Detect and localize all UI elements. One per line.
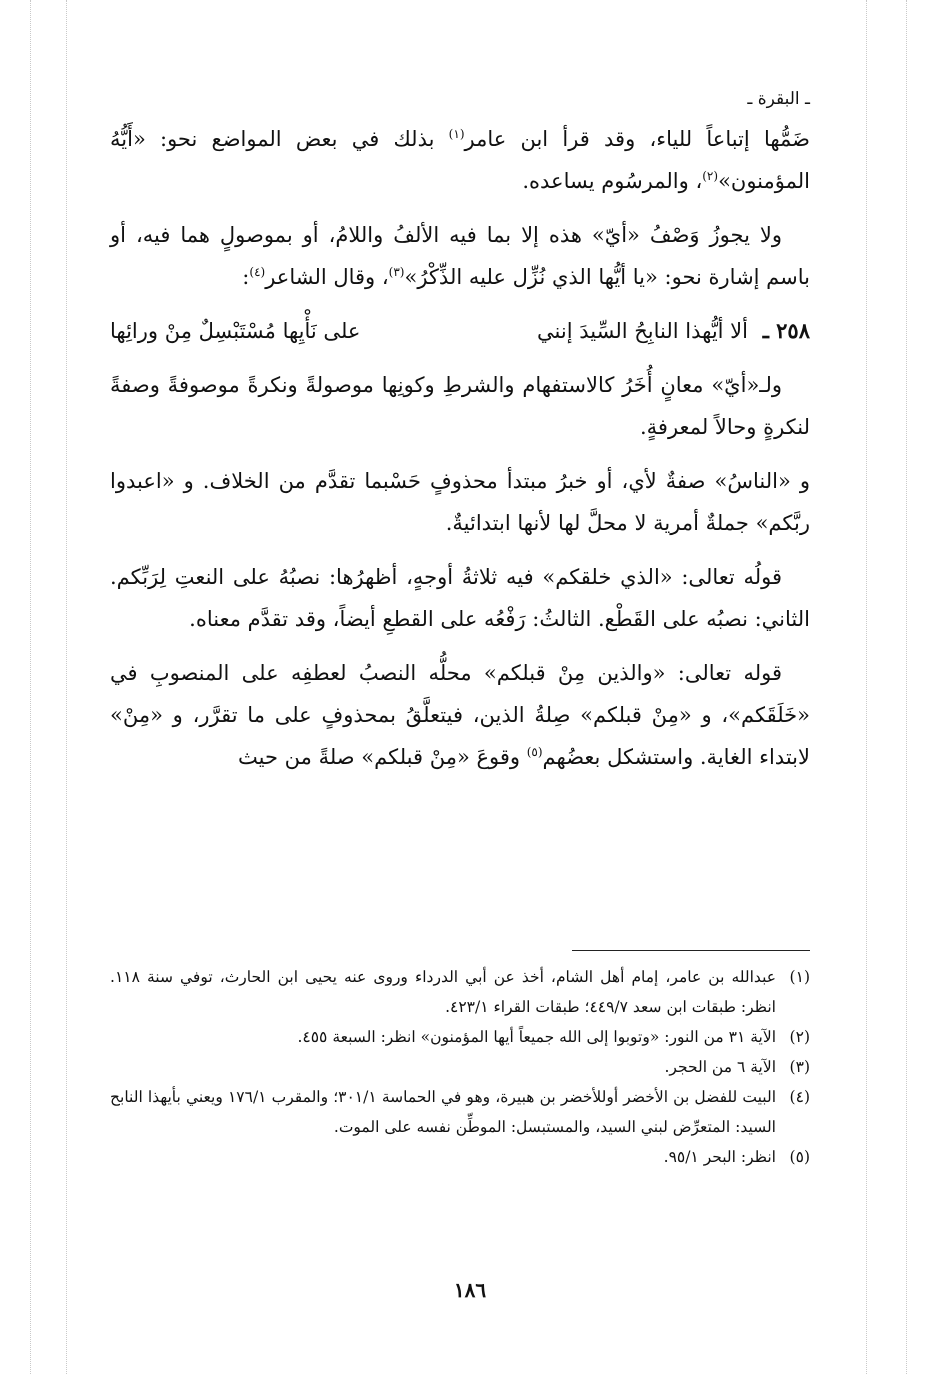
footnote-2 bbox=[110, 1022, 810, 1052]
scan-guide-line bbox=[906, 0, 907, 1374]
footnote-3 bbox=[110, 1052, 810, 1082]
footnote-text: البيت للفضل بن الأخضر أوللأخضر بن هبيرة، وهو في الحماسة ٣٠١/١؛ والمقرب ١٧٦/١ ويعني بأيهذا النابح السيد: المتعرِّض لبني السيد، والمستبسل: الموطِّن نفسه على الموت. bbox=[110, 1088, 776, 1136]
page-number: ١٨٦ bbox=[453, 1278, 487, 1302]
paragraph-5: قولُه تعالى: «الذي خلقكم» فيه ثلاثةُ أوجهٍ، أظهرُها: نصبُهُ على النعتِ لِرَبِّكم. الثاني: نصبُه على القَطْع. الثالثُ: رَفْعُه على القطعِ أيضاً، وقد تقدَّم معناه. bbox=[110, 565, 810, 631]
verse-second-half: على نَأْيِها مُسْتَبْسِلٌ مِنْ ورائِها bbox=[110, 319, 361, 343]
footnote-ref-1[interactable]: (١) bbox=[448, 127, 465, 141]
footnote-number: (٣) bbox=[789, 1058, 810, 1076]
paragraph-1: ضَمُّها إتباعاً للياء، وقد قرأ ابن عامر$^{(١)}$ بذلك في بعض المواضع نحو: «أَيُّهُ المؤمنون»$^{(٢)}$، والمرسُوم يساعده. bbox=[110, 127, 811, 193]
footnote-1 bbox=[110, 962, 810, 1022]
footnote-text: انظر: البحر ٩٥/١. bbox=[663, 1148, 776, 1166]
footnote-text: الآية ٦ من الحجر. bbox=[664, 1058, 776, 1076]
footnote-5 bbox=[110, 1142, 810, 1172]
verse-first-half: ٢٥٨ ـ ألا أيُّهذا النابِحُ السِّيدَ إنني bbox=[537, 318, 810, 343]
scan-guide-line bbox=[30, 0, 31, 1374]
footnote-4 bbox=[110, 1082, 810, 1142]
paragraph-6: قوله تعالى: «والذين مِنْ قبلكم» محلُّه النصبُ لعطفِه على المنصوبِ في «خَلَقَكم»، و «مِنْ قبلكم» صِلةُ الذين، فيتعلَّقُ بمحذوفٍ على ما تقرَّر، و «مِنْ» لابتداء الغاية. واستشكل بعضُهم$^{(٥)}$ وقوعَ «مِنْ قبلكم» صلةً من حيث bbox=[110, 661, 810, 769]
footnote-text: الآية ٣١ من النور: «وتوبوا إلى الله جميعاً أيها المؤمنون» انظر: السبعة ٤٥٥. bbox=[297, 1028, 776, 1046]
footnote-text: عبدالله بن عامر، إمام أهل الشام، أخذ عن أبي الدرداء وروى عنه يحيى ابن الحارث، توفي سنة ١١٨. انظر: طبقات ابن سعد ٤٤٩/٧؛ طبقات القراء ٤٢٣/١. bbox=[110, 968, 776, 1016]
footnotes bbox=[110, 962, 810, 1172]
running-header: ـ البقرة ـ bbox=[747, 89, 810, 109]
paragraph-4: و «الناسُ» صفةٌ لأي، أو خبرُ مبتدأ محذوفٍ حَسْبما تقدَّم من الخلاف. و «اعبدوا ربَّكم» جملةٌ أمرية لا محلَّ لها لأنها ابتدائيةٌ. bbox=[110, 469, 810, 535]
paragraph-2: ولا يجوزُ وَصْفُ «أيّ» هذه إلا بما فيه الألفُ واللامُ، أو بموصولٍ هما فيه، أو باسم إشارة نحو: «يا أيُّها الذي نُزِّل عليه الذِّكْرُ»$^{(٣)}$، وقال الشاعر$^{(٤)}$: bbox=[110, 223, 810, 289]
footnote-number: (٢) bbox=[789, 1028, 810, 1046]
verse-number: ٢٥٨ ـ bbox=[762, 318, 810, 343]
scan-guide-line bbox=[866, 0, 867, 1374]
footnote-number: (٥) bbox=[789, 1148, 810, 1166]
footnote-number: (١) bbox=[789, 968, 810, 986]
footnote-ref-4[interactable]: (٤) bbox=[249, 265, 266, 279]
footnote-ref-5[interactable]: (٥) bbox=[526, 745, 543, 759]
footnote-ref-2[interactable]: (٢) bbox=[702, 169, 719, 183]
scan-guide-line bbox=[66, 0, 67, 1374]
footnote-ref-3[interactable]: (٣) bbox=[388, 265, 405, 279]
footnote-number: (٤) bbox=[789, 1088, 810, 1106]
poetry-verse bbox=[110, 310, 810, 352]
footnote-separator bbox=[572, 950, 810, 951]
page-body bbox=[110, 88, 810, 790]
paragraph-3: ولـ«أيّ» معانٍ أُخَرُ كالاستفهام والشرطِ وكونِها موصولةً ونكرةً موصوفةً وصفةً لنكرةٍ وحالاً لمعرفةٍ. bbox=[110, 373, 810, 439]
